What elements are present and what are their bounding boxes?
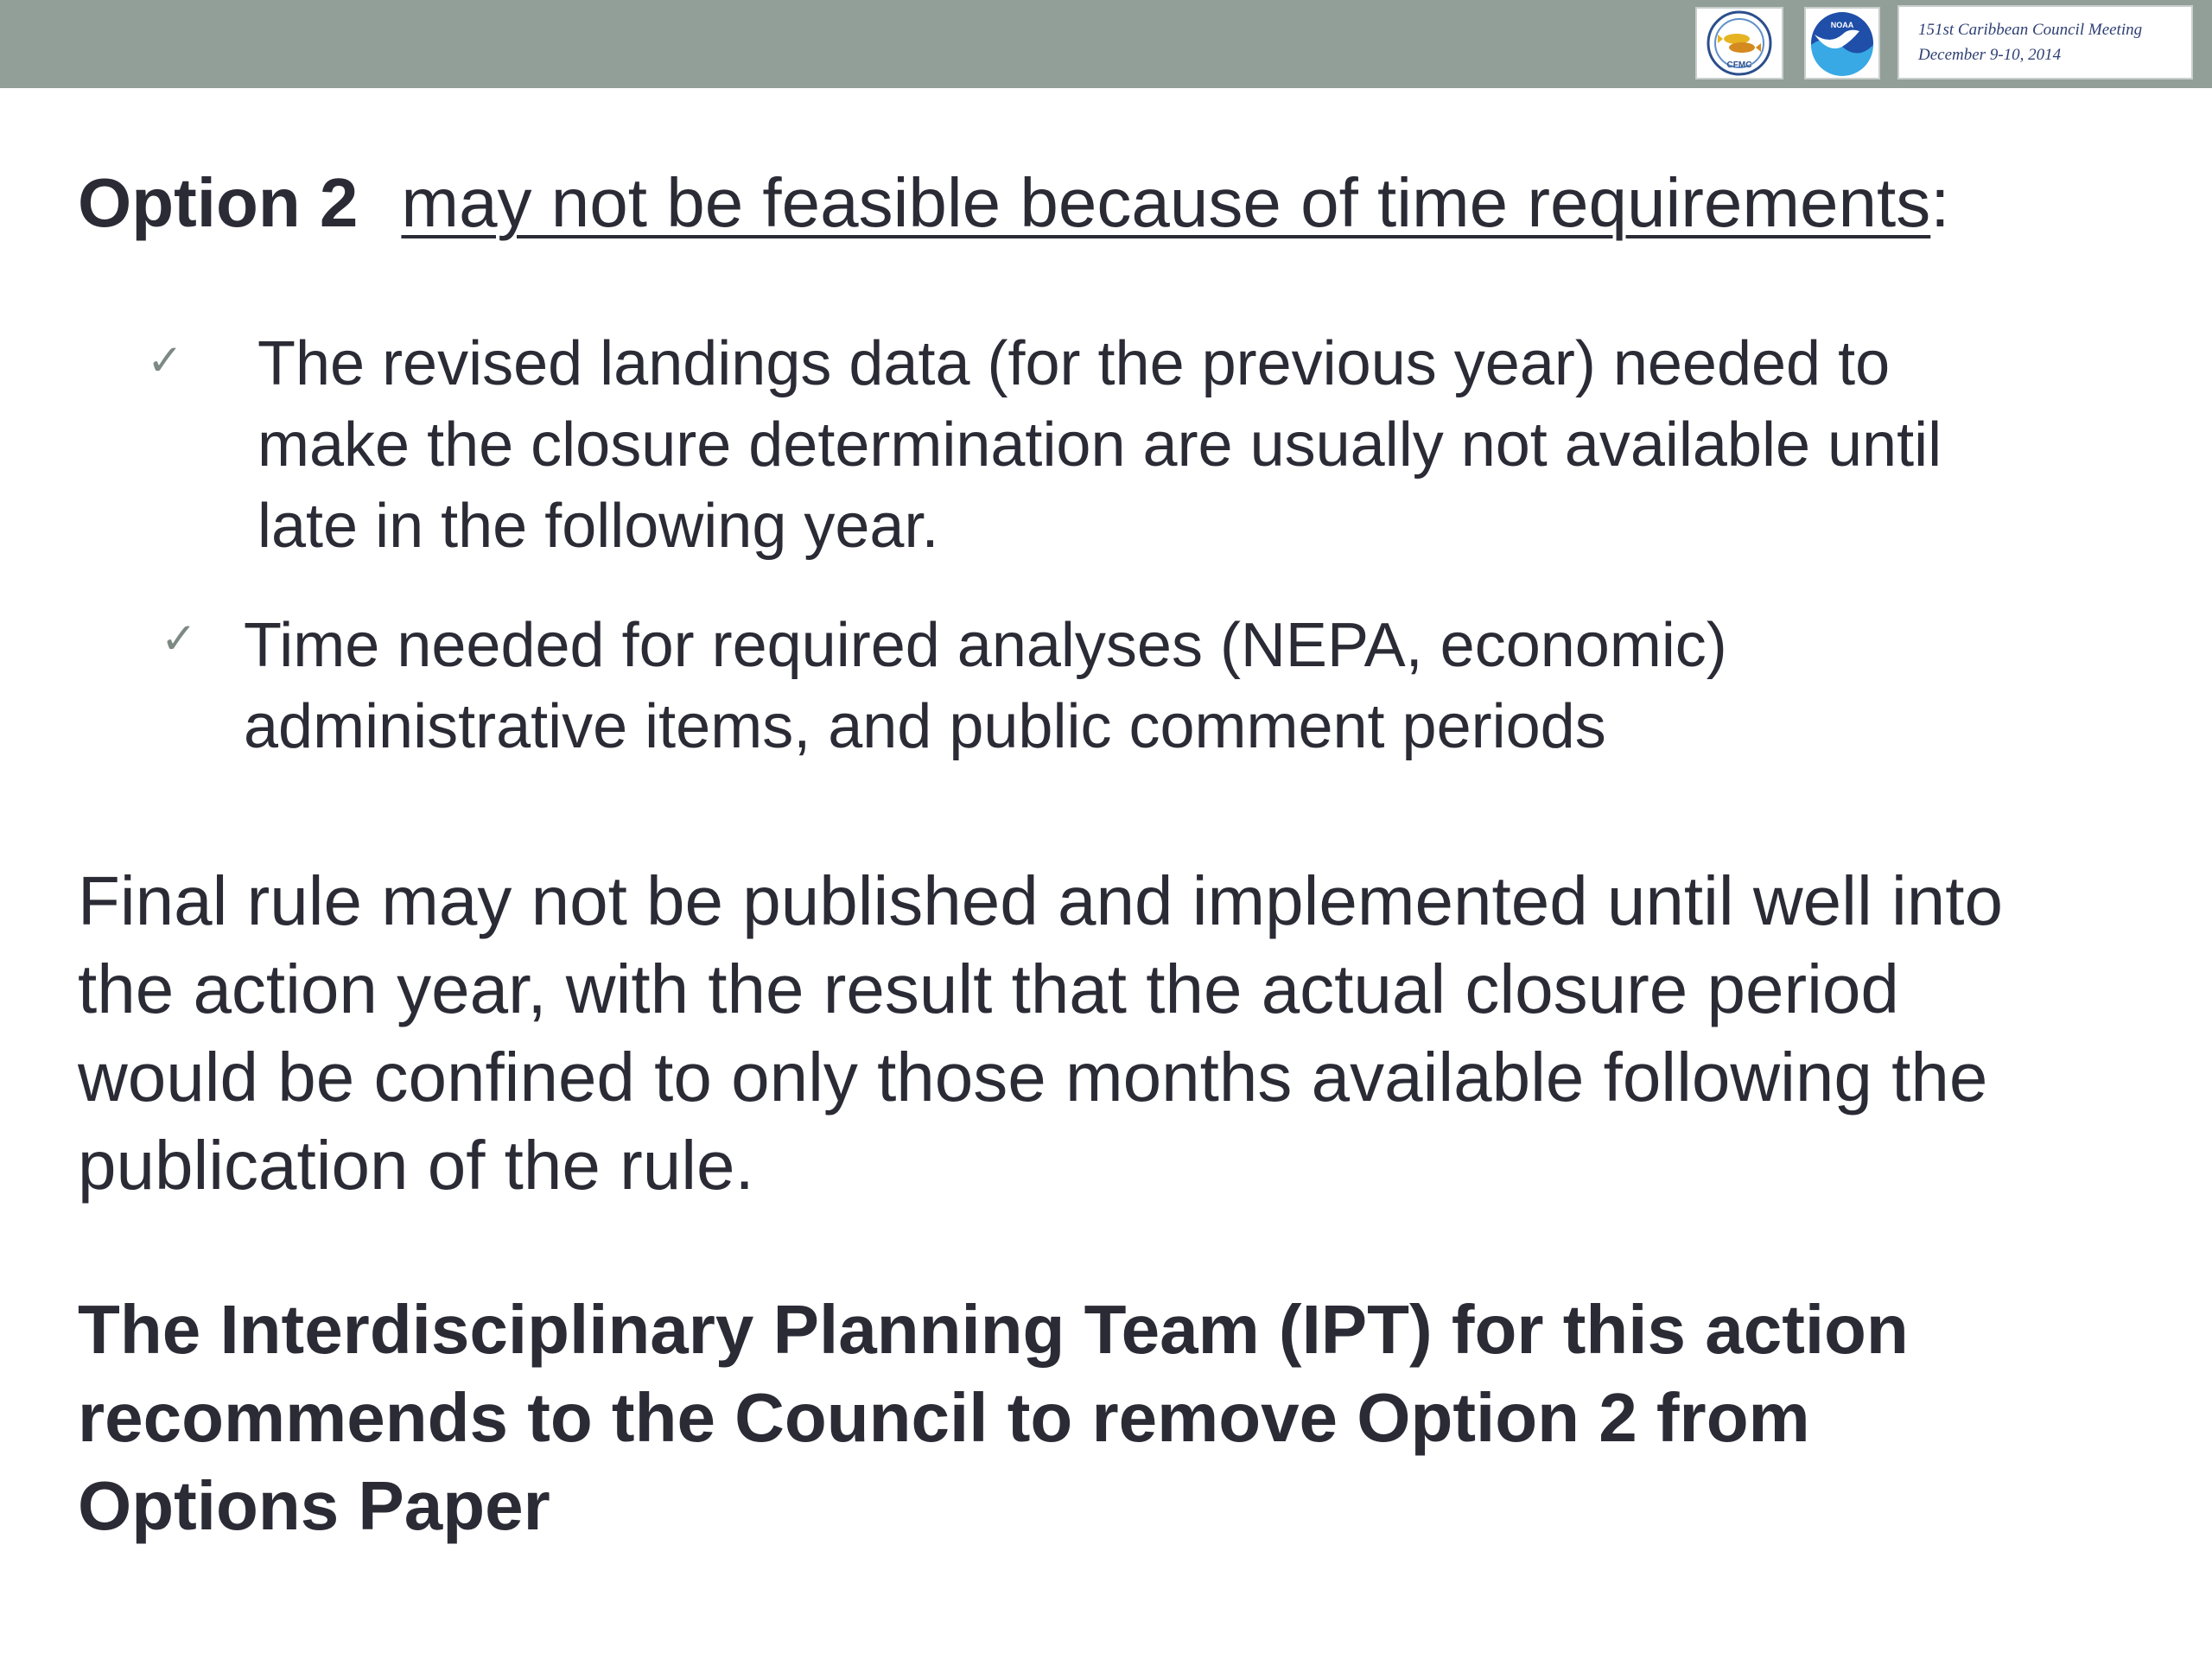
bullet-line: make the closure determination are usually not available until [257,410,1942,480]
bullet-item [244,605,2145,767]
body-paragraph [78,857,2169,1210]
header-bar [0,0,2212,88]
bullet-line: The revised landings data (for the previous year) needed to [257,329,1891,398]
checkmark-icon: ✓ [147,335,183,385]
checkmark-icon: ✓ [161,613,197,664]
cfmc-logo [1695,7,1783,79]
noaa-logo [1804,7,1880,79]
recommendation-line: recommends to the Council to remove Option 2 from [78,1379,1810,1456]
paragraph-line: Final rule may not be published and implemented until well into [78,862,2003,939]
slide-heading [78,160,1950,246]
heading-colon: : [1930,164,1950,241]
bullet-item [257,323,2158,567]
meeting-info-box [1897,5,2193,79]
svg-text:CFMC: CFMC [1726,60,1752,70]
paragraph-line: would be confined to only those months available following the [78,1039,1988,1116]
heading-reason: may not be feasible because of time requirements [401,164,1931,241]
paragraph-line: the action year, with the result that the actual closure period [78,950,1899,1027]
recommendation-text [78,1286,2169,1550]
recommendation-line: Options Paper [78,1467,550,1544]
paragraph-line: publication of the rule. [78,1127,754,1204]
recommendation-line: The Interdisciplinary Planning Team (IPT) for this action [78,1291,1909,1368]
bullet-line: administrative items, and public comment periods [244,692,1606,761]
option-label: Option 2 [78,164,359,241]
bullet-line: Time needed for required analyses (NEPA, economic) [244,611,1727,680]
meeting-dates: December 9-10, 2014 [1918,46,2062,64]
svg-text:NOAA: NOAA [1830,21,1854,29]
meeting-title: 151st Caribbean Council Meeting [1918,21,2143,39]
bullet-line: late in the following year. [257,492,939,561]
